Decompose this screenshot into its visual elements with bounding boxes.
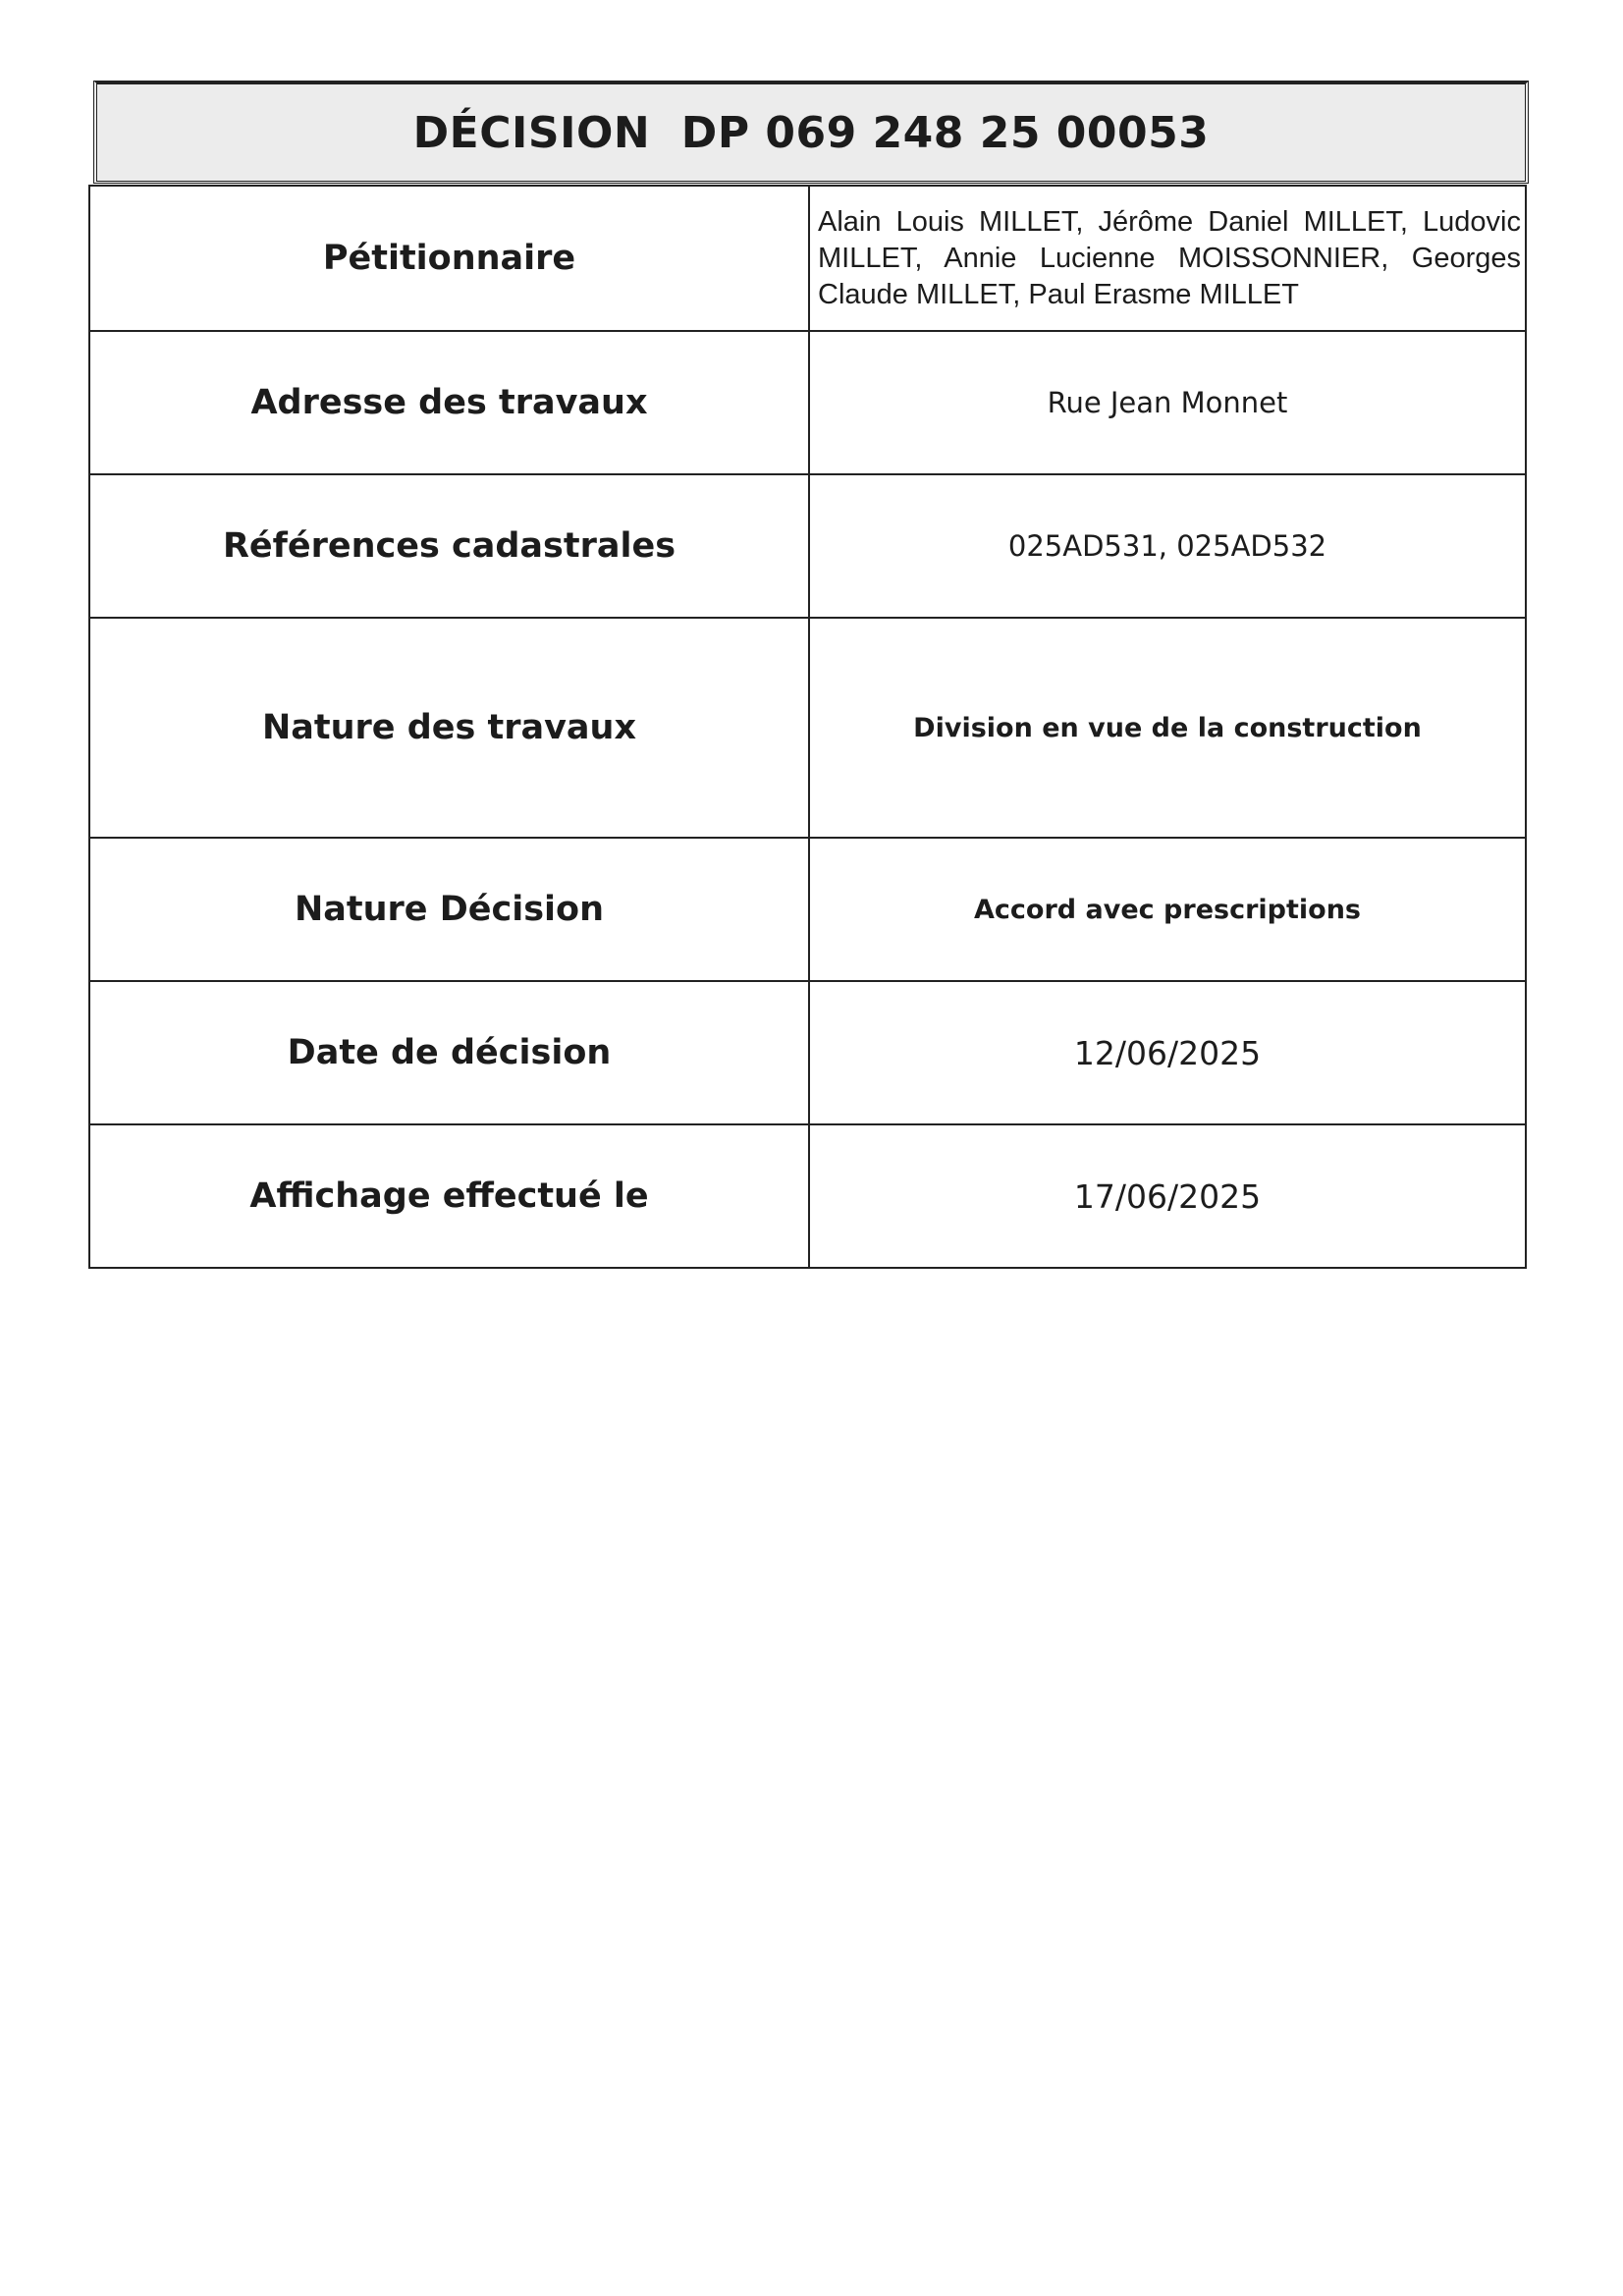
nature-travaux-value: Division en vue de la construction <box>809 618 1526 838</box>
table-row-date-decision <box>89 981 1526 1124</box>
adresse-label: Adresse des travaux <box>89 331 809 474</box>
decision-title: DÉCISION DP 069 248 25 00053 <box>412 107 1210 158</box>
date-decision-label: Date de décision <box>89 981 809 1124</box>
table-row-references <box>89 474 1526 618</box>
table-row-petitionnaire <box>89 186 1526 331</box>
date-decision-value: 12/06/2025 <box>809 981 1526 1124</box>
adresse-value: Rue Jean Monnet <box>809 331 1526 474</box>
petitionnaire-label: Pétitionnaire <box>89 186 809 331</box>
nature-travaux-label: Nature des travaux <box>89 618 809 838</box>
table-row-nature-decision <box>89 838 1526 981</box>
affichage-value: 17/06/2025 <box>809 1124 1526 1268</box>
decision-info-table <box>88 185 1527 1269</box>
petitionnaire-value: Alain Louis MILLET, Jérôme Daniel MILLET, Ludovic MILLET, Annie Lucienne MOISSONNIER, Georges Claude MILLET, Paul Erasme MILLET <box>809 186 1526 331</box>
table-row-nature-travaux <box>89 618 1526 838</box>
affichage-label: Affichage effectué le <box>89 1124 809 1268</box>
table-row-adresse <box>89 331 1526 474</box>
decision-header <box>93 81 1529 184</box>
table-row-affichage <box>89 1124 1526 1268</box>
references-label: Références cadastrales <box>89 474 809 618</box>
references-value: 025AD531, 025AD532 <box>809 474 1526 618</box>
nature-decision-label: Nature Décision <box>89 838 809 981</box>
nature-decision-value: Accord avec prescriptions <box>809 838 1526 981</box>
